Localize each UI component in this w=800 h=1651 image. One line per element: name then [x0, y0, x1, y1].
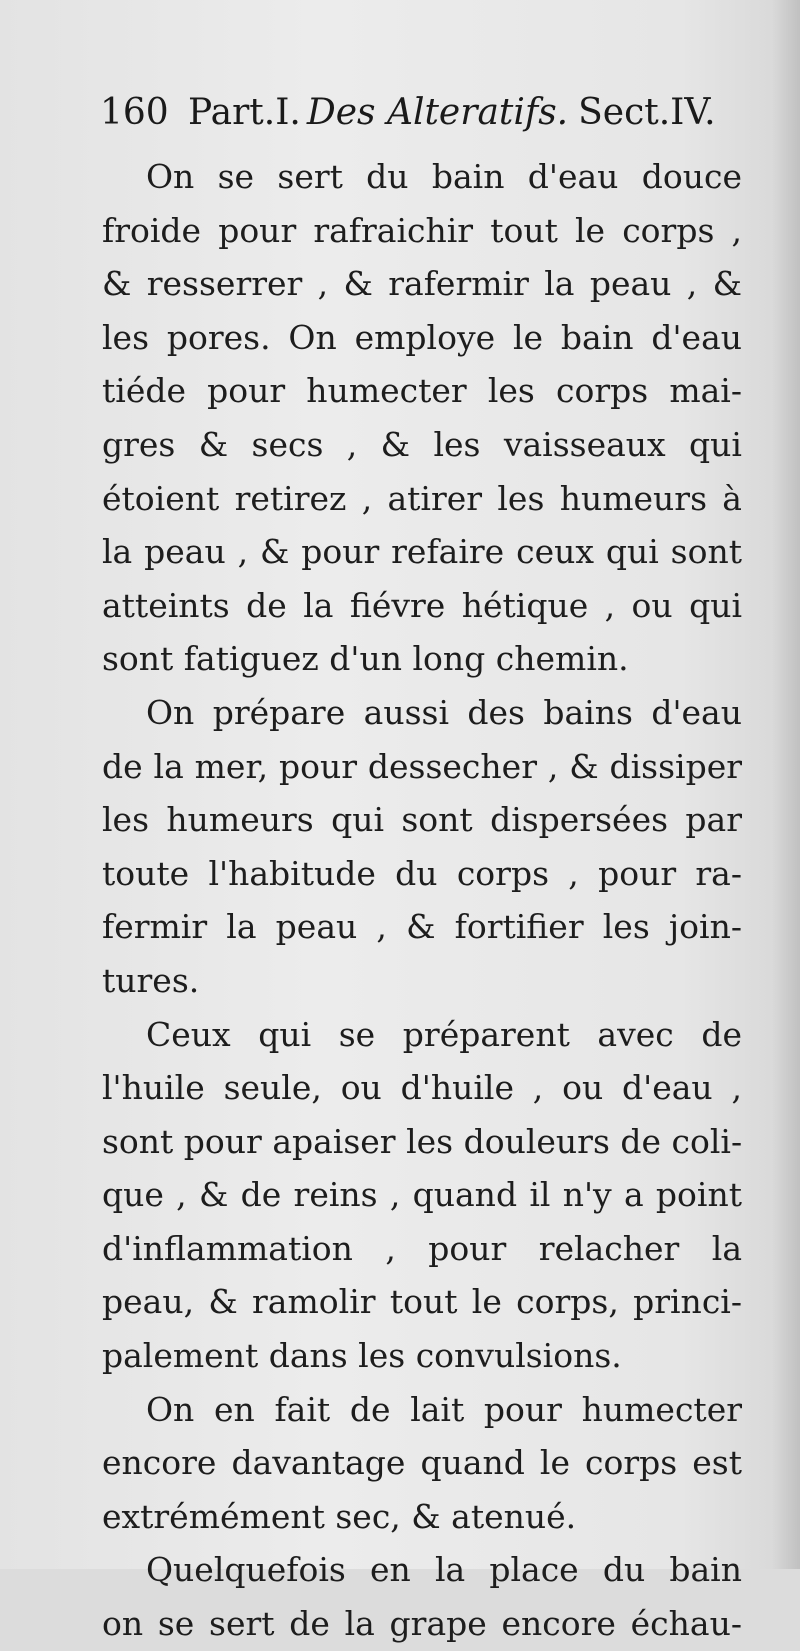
text-line: sont pour apaiser les douleurs de coli-	[102, 1121, 742, 1161]
body-text	[102, 150, 742, 1651]
paragraph	[102, 150, 742, 686]
paragraph	[102, 1383, 742, 1544]
header-title: Des Alteratifs.	[306, 92, 569, 133]
text-line: tiéde pour humecter les corps mai-	[102, 371, 742, 411]
text-line: la peau , & pour refaire ceux qui sont	[102, 532, 742, 572]
text-line: On prépare aussi des bains d'eau	[146, 692, 742, 732]
text-line: Quelquefois en la place du bain	[146, 1550, 742, 1590]
text-line: tures.	[102, 960, 200, 1000]
text-line: froide pour rafraichir tout le corps ,	[102, 210, 742, 250]
text-line: & resserrer , & rafermir la peau , &	[102, 264, 742, 304]
paragraph	[102, 1543, 742, 1650]
text-line: gres & secs , & les vaisseaux qui	[102, 424, 742, 464]
text-line: extrémément sec, & atenué.	[102, 1496, 577, 1536]
text-line: toute l'habitude du corps , pour ra-	[102, 853, 742, 893]
text-line: peau, & ramolir tout le corps, princi-	[102, 1282, 742, 1322]
text-line: les pores. On employe le bain d'eau	[102, 317, 742, 357]
text-line: Ceux qui se préparent avec de	[146, 1014, 742, 1054]
header-section: Sect.IV.	[578, 92, 716, 133]
text-line: fermir la peau , & fortifier les join-	[102, 907, 742, 947]
paragraph	[102, 686, 742, 1008]
text-line: atteints de la fiévre hétique , ou qui	[102, 585, 742, 625]
text-line: les humeurs qui sont dispersées par	[102, 800, 742, 840]
running-header	[100, 92, 720, 140]
page-number: 160	[100, 92, 169, 133]
text-line: On en fait de lait pour humecter	[146, 1389, 742, 1429]
text-line: que , & de reins , quand il n'y a point	[102, 1175, 742, 1215]
text-line: de la mer, pour dessecher , & dissiper	[102, 746, 742, 786]
page-edge-shadow	[772, 0, 800, 1569]
text-line: on se sert de la grape encore échau-	[102, 1604, 742, 1644]
text-line: l'huile seule, ou d'huile , ou d'eau ,	[102, 1068, 742, 1108]
text-line: sont fatiguez d'un long chemin.	[102, 639, 629, 679]
header-part: Part.I.	[188, 92, 301, 133]
text-line: étoient retirez , atirer les humeurs à	[102, 478, 742, 518]
text-line: palement dans les convulsions.	[102, 1336, 622, 1376]
text-line: encore davantage quand le corps est	[102, 1443, 742, 1483]
paragraph	[102, 1008, 742, 1383]
text-line: d'inflammation , pour relacher la	[102, 1228, 742, 1268]
text-line: On se sert du bain d'eau douce	[146, 157, 742, 196]
